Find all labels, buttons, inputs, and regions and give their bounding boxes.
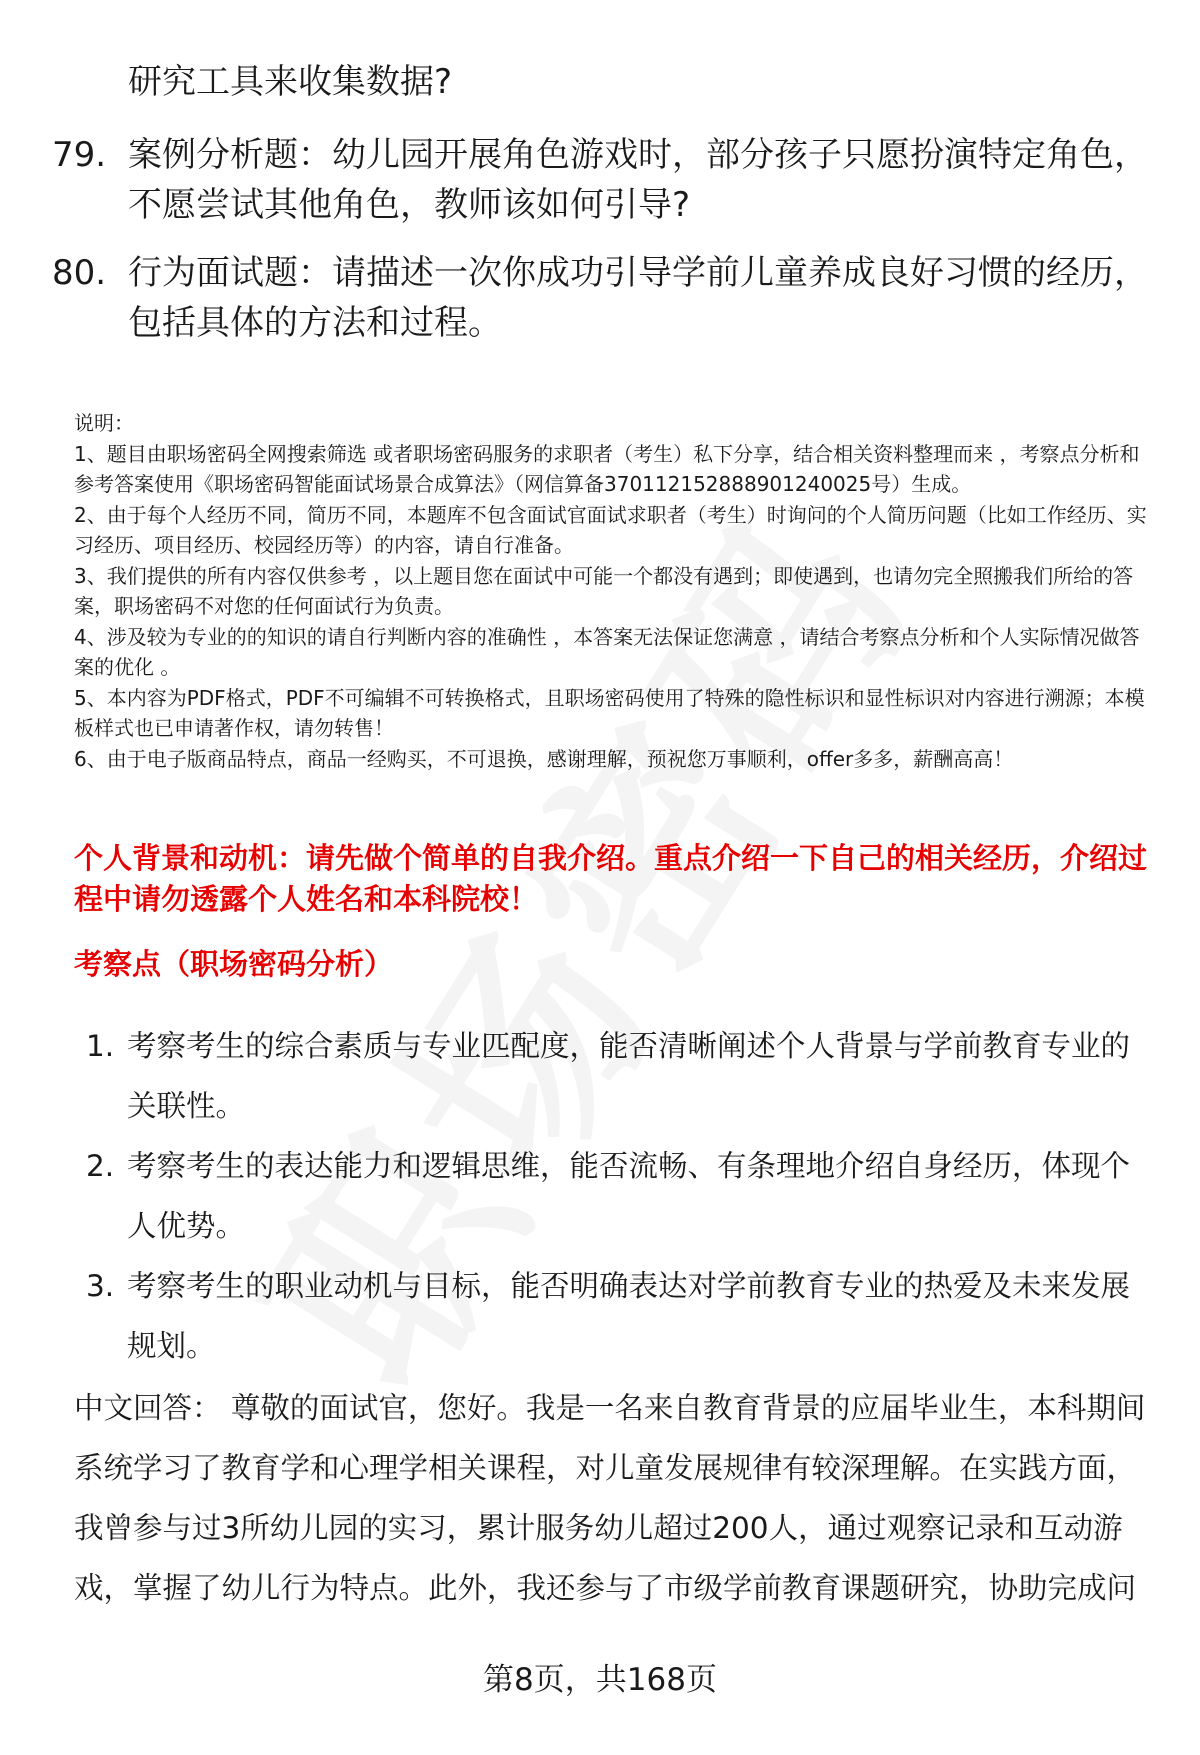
continued-question-text: 研究工具来收集数据? [128, 62, 453, 102]
notes-title: 说明： [74, 411, 134, 435]
question-number: 79. [52, 135, 107, 175]
featured-question: 个人背景和动机：请先做个简单的自我介绍。重点介绍一下自己的相关经历，介绍过程中请勿透露个人姓名和本科院校！ [74, 841, 1148, 916]
point-text: 考察考生的综合素质与专业匹配度，能否清晰阐述个人背景与学前教育专业的关联性。 [127, 1029, 1131, 1123]
chinese-answer: 中文回答： 尊敬的面试官，您好。我是一名来自教育背景的应届毕业生，本科期间系统学习了教育学和心理学相关课程，对儿童发展规律有较深理解。在实践方面，我曾参与过3所幼儿园的实习，累计服务幼儿超过200人，通过观察记录和互动游戏，掌握了幼儿行为特点。此外，我还参与了市级学前教育课题研究，协助完成问 [74, 1391, 1146, 1605]
note-item: 1、题目由职场密码全网搜索筛选 或者职场密码服务的求职者（考生）私下分享，结合相关资料整理而来 ，考察点分析和参考答案使用《职场密码智能面试场景合成算法》（网信算备370112152888901240025号）生成。 [74, 441, 1140, 496]
point-text: 考察考生的职业动机与目标，能否明确表达对学前教育专业的热爱及未来发展规划。 [127, 1269, 1131, 1363]
note-item: 3、我们提供的所有内容仅供参考 ，以上题目您在面试中可能一个都没有遇到；即使遇到，也请勿完全照搬我们所给的答案，职场密码不对您的任何面试行为负责。 [74, 563, 1134, 618]
question-text: 行为面试题：请描述一次你成功引导学前儿童养成良好习惯的经历，包括具体的方法和过程。 [128, 253, 1148, 343]
analysis-points [74, 1016, 1159, 1376]
question-number: 80. [52, 253, 107, 293]
list-item [74, 1256, 1159, 1376]
list-item [74, 1136, 1159, 1256]
note-item: 2、由于每个人经历不同，简历不同，本题库不包含面试官面试求职者（考生）时询问的个人简历问题（比如工作经历、实习经历、项目经历、校园经历等）的内容，请自行准备。 [74, 502, 1147, 557]
analysis-heading: 考察点（职场密码分析） [74, 947, 394, 981]
disclaimer-notes [74, 408, 1159, 774]
question-80 [52, 248, 1152, 348]
question-text: 案例分析题：幼儿园开展角色游戏时，部分孩子只愿扮演特定角色，不愿尝试其他角色，教师该如何引导? [128, 135, 1148, 225]
point-number: 3. [86, 1269, 115, 1303]
note-item: 6、由于电子版商品特点，商品一经购买，不可退换，感谢理解，预祝您万事顺利，offer多多，薪酬高高！ [74, 746, 1014, 771]
note-item: 5、本内容为PDF格式，PDF不可编辑不可转换格式，且职场密码使用了特殊的隐性标识和显性标识对内容进行溯源；本模板样式也已申请著作权，请勿转售！ [74, 685, 1145, 740]
point-number: 2. [86, 1149, 115, 1183]
point-text: 考察考生的表达能力和逻辑思维，能否流畅、有条理地介绍自身经历，体现个人优势。 [127, 1149, 1131, 1243]
note-item: 4、涉及较为专业的的知识的请自行判断内容的准确性 ，本答案无法保证您满意 ，请结合考察点分析和个人实际情况做答案的优化 。 [74, 624, 1140, 679]
point-number: 1. [86, 1029, 115, 1063]
list-item [74, 1016, 1159, 1136]
page-number: 第8页，共168页 [483, 1662, 717, 1698]
question-79 [52, 130, 1152, 230]
